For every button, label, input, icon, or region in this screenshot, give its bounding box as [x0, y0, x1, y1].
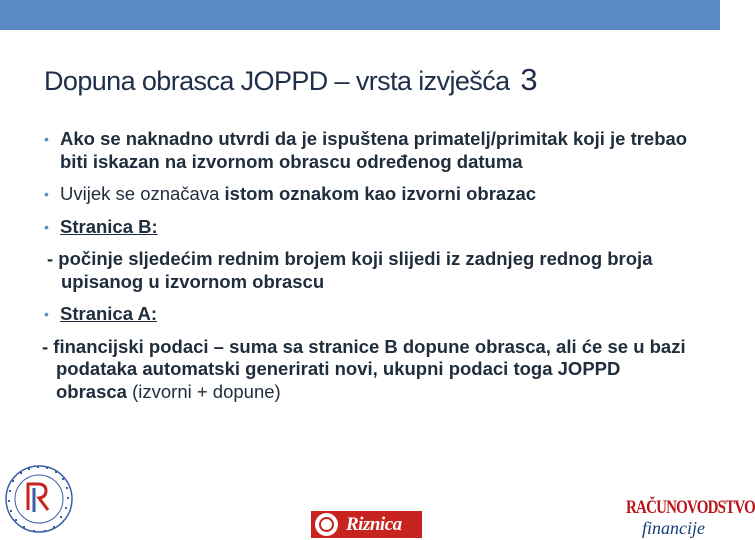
- dash-item: - počinje sljedećim rednim brojem koji slijedi iz zadnjeg rednog broja upisanog u izvornom obrascu: [47, 248, 653, 292]
- bullet-icon: •: [44, 131, 49, 147]
- bullet-text-bold: istom oznakom kao izvorni obrazac: [224, 183, 537, 204]
- slide-title-number: 3: [520, 62, 538, 97]
- racunovodstvo-wordmark: RAČUNOVODSTVO: [626, 498, 755, 518]
- dash-text-bold: - financijski podaci – suma sa stranice B dopune obrasca, ali će se u bazi podataka automatski generirati novi, ukupni podaci toga JOPPD obrasca: [42, 335, 686, 402]
- dash-item: [42, 336, 694, 404]
- bullet-item: [44, 216, 694, 239]
- racunovodstvo-financije-logo: [626, 496, 755, 540]
- bullet-item: [44, 183, 694, 206]
- top-accent-bar: [0, 0, 720, 30]
- riznica-wordmark: Riznica: [346, 513, 402, 535]
- bullet-icon: •: [44, 186, 49, 202]
- slide-title-text: Dopuna obrasca JOPPD – vrsta izvješća: [44, 66, 510, 96]
- bullet-icon: •: [44, 218, 49, 235]
- bullet-text-normal: Uvijek se označava: [60, 183, 225, 204]
- slide-body: [44, 128, 694, 413]
- bullet-icon: •: [44, 306, 49, 322]
- financije-wordmark: financije: [642, 518, 705, 538]
- slide-title: [44, 62, 684, 98]
- section-heading-page-a: Stranica A:: [60, 303, 157, 324]
- bullet-text: Ako se naknadno utvrdi da je ispuštena primatelj/primitak koji je trebao biti iskazan na izvornom obrascu određenog datuma: [60, 128, 688, 172]
- riznica-emblem-icon: [315, 513, 338, 536]
- dash-text-normal: (izvorni + dopune): [126, 380, 281, 402]
- bullet-item: [44, 303, 694, 326]
- section-heading-page-b: Stranica B:: [60, 215, 158, 237]
- riznica-logo: [311, 511, 422, 538]
- association-seal-logo: [4, 462, 74, 536]
- bullet-item: [44, 128, 694, 173]
